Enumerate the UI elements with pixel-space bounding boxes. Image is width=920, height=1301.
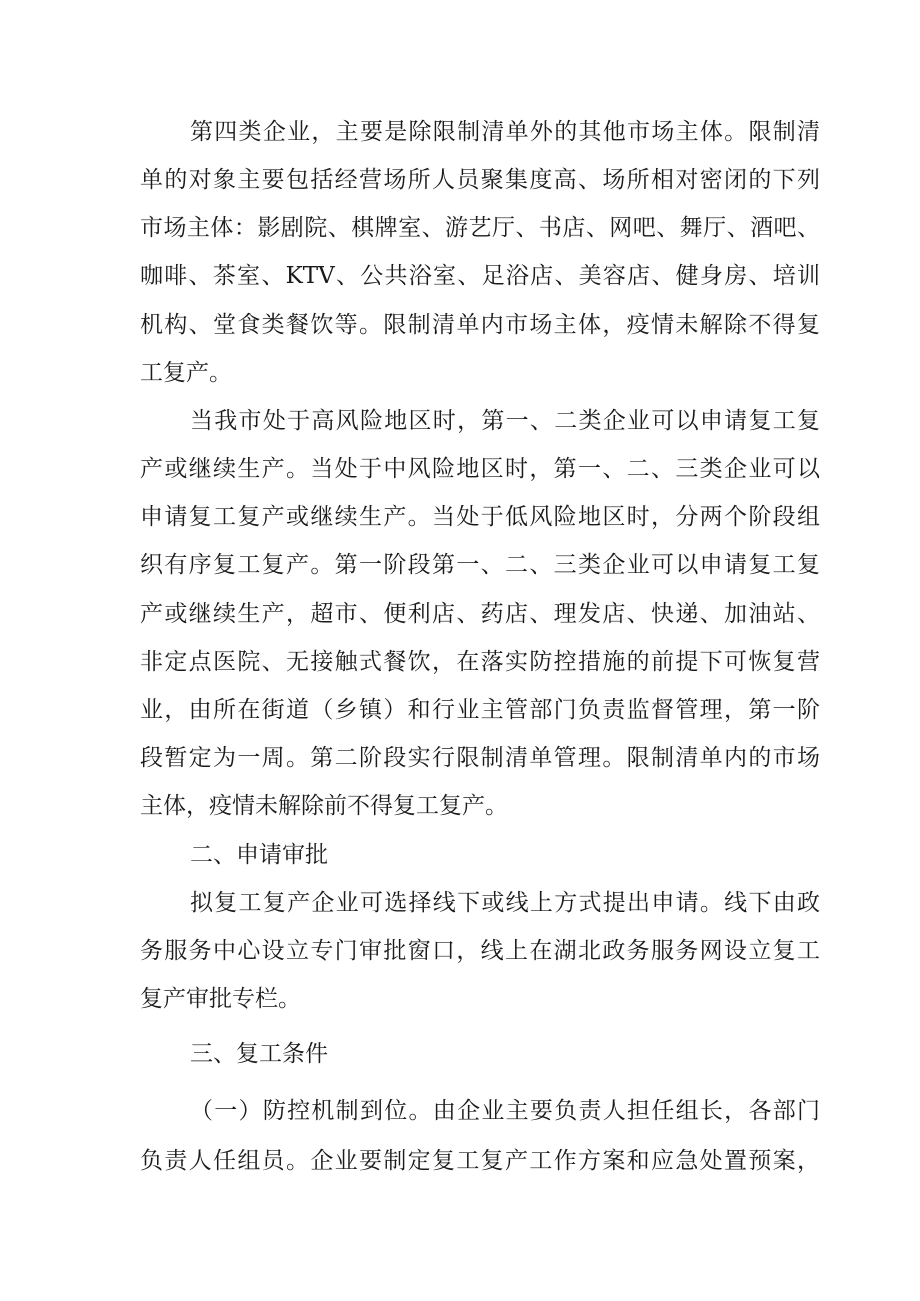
paragraph-2-line-9: 主体，疫情未解除前不得复工复产。 (140, 793, 508, 819)
paragraph-1-line-2: 单的对象主要包括经营场所人员聚集度高、场所相对密闭的下列 (140, 167, 820, 193)
paragraph-2-line-5: 产或继续生产，超市、便利店、药店、理发店、快递、加油站、 (140, 601, 820, 627)
paragraph-1-line-6: 工复产。 (140, 360, 232, 386)
paragraph-1-line-1: 第四类企业，主要是除限制清单外的其他市场主体。限制清 (190, 119, 820, 145)
paragraph-2-line-4: 织有序复工复产。第一阶段第一、二、三类企业可以申请复工复 (140, 552, 820, 578)
paragraph-2-line-6: 非定点医院、无接触式餐饮，在落实防控措施的前提下可恢复营 (140, 649, 820, 675)
section-heading-application-approval: 二、申请审批 (190, 842, 328, 868)
paragraph-3-line-1: 拟复工复产企业可选择线下或线上方式提出申请。线下由政 (190, 890, 820, 916)
paragraph-1-line-3: 市场主体：影剧院、棋牌室、游艺厅、书店、网吧、舞厅、酒吧、 (140, 215, 820, 241)
paragraph-3-line-3: 复产审批专栏。 (140, 986, 301, 1012)
paragraph-2-line-3: 申请复工复产或继续生产。当处于低风险地区时，分两个阶段组 (140, 504, 820, 530)
paragraph-4-line-1: （一）防控机制到位。由企业主要负责人担任组长，各部门 (190, 1098, 820, 1124)
paragraph-3-line-2: 务服务中心设立专门审批窗口，线上在湖北政务服务网设立复工 (140, 938, 820, 964)
section-heading-resumption-conditions: 三、复工条件 (190, 1041, 328, 1067)
paragraph-4-line-2: 负责人任组员。企业要制定复工复产工作方案和应急处置预案， (140, 1148, 820, 1174)
paragraph-1-line-5: 机构、堂食类餐饮等。限制清单内市场主体，疫情未解除不得复 (140, 312, 820, 338)
paragraph-1-line-4: 咖啡、茶室、KTV、公共浴室、足浴店、美容店、健身房、培训 (140, 263, 820, 289)
paragraph-2-line-1: 当我市处于高风险地区时，第一、二类企业可以申请复工复 (190, 408, 820, 434)
paragraph-2-line-8: 段暂定为一周。第二阶段实行限制清单管理。限制清单内的市场 (140, 745, 820, 771)
paragraph-2-line-7: 业，由所在街道（乡镇）和行业主管部门负责监督管理，第一阶 (140, 697, 820, 723)
paragraph-2-line-2: 产或继续生产。当处于中风险地区时，第一、二、三类企业可以 (140, 456, 820, 482)
